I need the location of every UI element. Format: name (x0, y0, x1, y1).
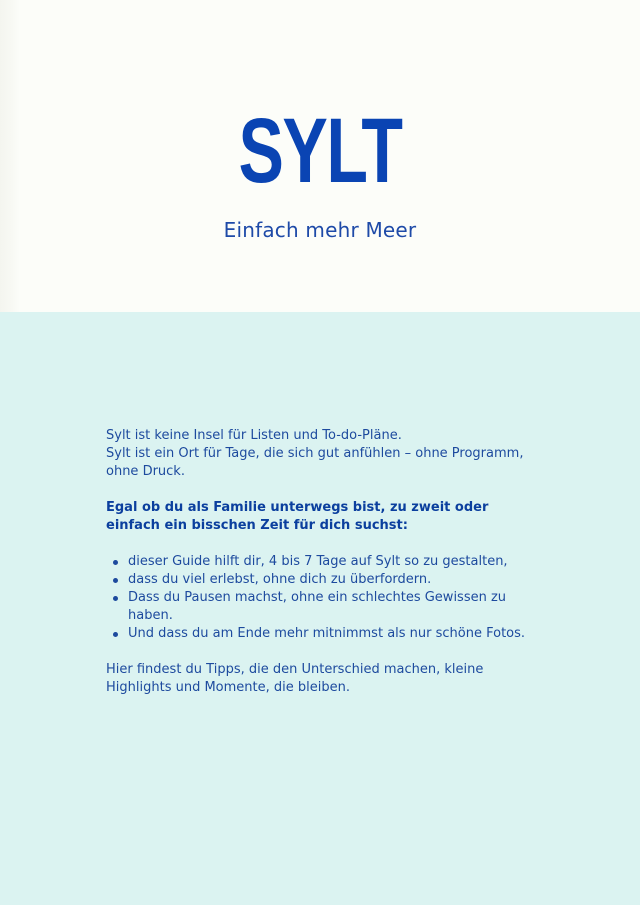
highlight-paragraph: Egal ob du als Familie unterwegs bist, zu zweit oder einfach ein bisschen Zeit für dich suchst: (106, 500, 489, 533)
intro-paragraph (106, 427, 536, 481)
intro-line: Sylt ist ein Ort für Tage, die sich gut anfühlen – ohne Programm, ohne Druck. (106, 446, 524, 479)
page-subtitle: Einfach mehr Meer (223, 218, 417, 242)
body-text (106, 427, 536, 697)
list-item: Und dass du am Ende mehr mitnimmst als nur schöne Fotos. (128, 625, 536, 643)
cover-header (0, 0, 640, 312)
list-item: Dass du Pausen machst, ohne ein schlechtes Gewissen zu haben. (128, 589, 536, 625)
page-spine-shadow (0, 0, 20, 312)
closing-paragraph: Hier findest du Tipps, die den Unterschied machen, kleine Highlights und Momente, die bleiben. (106, 662, 484, 695)
intro-line: Sylt ist keine Insel für Listen und To-do-Pläne. (106, 428, 402, 443)
list-item: dass du viel erlebst, ohne dich zu überfordern. (128, 571, 536, 589)
bullet-list (106, 553, 536, 643)
list-item: dieser Guide hilft dir, 4 bis 7 Tage auf Sylt so zu gestalten, (128, 553, 536, 571)
page-title: SYLT (238, 100, 402, 202)
